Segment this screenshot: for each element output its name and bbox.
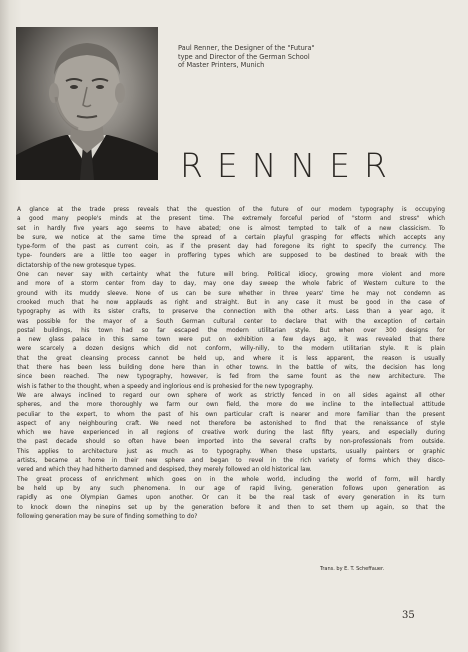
- body-line: peculiar to the expert, to whom the past of his own particular craft is nearer and more familiar than the present: [17, 411, 445, 418]
- body-line: postal buildings, his town had so far escaped the modern utilitarian style. But when over 300 designs for: [17, 327, 445, 334]
- caption-line: of Master Printers, Munich: [178, 61, 265, 70]
- body-line: and more of a storm center from day to day, may one day sweep the whole fabric of Western culture to the: [17, 281, 445, 288]
- body-line: since been reached. The new typography, however, is fed from the same fount as the new architecture. The: [17, 374, 445, 381]
- portrait-illustration: [16, 27, 158, 180]
- body-line: A glance at the trade press reveals that the question of the future of our modern typography is occupying: [17, 207, 445, 213]
- body-line: typography as with its sister crafts, to preserve the connection with the other arts. Less than a year ago, it: [17, 309, 445, 316]
- caption-line: Paul Renner, the Designer of the "Futura": [178, 44, 315, 52]
- article-body: [17, 206, 445, 522]
- translator-credit: Trans. by E. T. Scheffauer.: [320, 566, 385, 572]
- body-line: vered and which they had hitherto damned and despised, they merely followed an old historical law.: [17, 467, 312, 474]
- body-line: dictatorship of the new grotesque types.: [17, 262, 136, 269]
- body-line: We are always inclined to regard our own sphere of work as strictly fenced in on all sides against all other: [17, 392, 445, 399]
- article-title: RENNER: [180, 146, 401, 185]
- body-line: that the great cleansing process cannot be held up, and where it is less apparent, the reason is usually: [17, 355, 445, 362]
- body-line: was possible for the mayor of a South German cultural center to declare that with the exception of certain: [17, 318, 445, 325]
- body-line: spheres, and the more thoroughly we farm our own field, the more do we incline to the intellectual attitude: [17, 402, 445, 409]
- body-line: type- founders are a little too eager in proffering types which are supposed to be destined to break with the: [17, 253, 445, 260]
- body-line: rapidly as one Olympian Games upon another. Or can it be the real task of every generation in its turn: [17, 495, 445, 502]
- portrait-caption: [178, 44, 348, 70]
- body-line: crooked much that he now applauds as right and straight. But in any case it must be good in the case of: [17, 299, 445, 306]
- body-line: which we have experienced in all regions of creative work during the last fifty years, and especially during: [17, 430, 445, 437]
- body-line: be held up by any such phenomena. In our age of rapid living, generation follows upon generation as: [17, 485, 445, 492]
- body-line: ground with its muddy sleeve. None of us can be sure whether in three years' time he may not condemn as: [17, 290, 445, 297]
- body-line: that there has been less building done here than in other towns. In the battle of wits, the decision has long: [17, 365, 445, 372]
- body-line: the past decade should so often have been imported into the several crafts by non-professionals from outside.: [17, 439, 445, 446]
- body-line: The great process of enrichment which goes on in the whole world, including the world of form, will hardly: [17, 476, 445, 483]
- body-line: wish is father to the thought, when a speedy and inglorious end is prohesied for the new typography.: [17, 383, 314, 390]
- body-line: type-form of the past as current coin, as if the present day had foregone its right to specify the currency. The: [17, 244, 445, 251]
- body-line: This applies to architecture just as much as to typography. When these upstarts, usually painters or graphic: [17, 448, 445, 455]
- body-line: One can never say with certainty what the future will bring. Political idiocy, growing more violent and more: [17, 272, 445, 279]
- portrait-photo: [16, 27, 158, 180]
- body-line: set in hardly five years ago seems to have abated; one is almost tempted to talk of a new classicism. To: [17, 225, 445, 232]
- caption-line: type and Director of the German School: [178, 52, 310, 61]
- body-line: a good many people's minds at the present time. The extremely forceful period of "storm and stress" which: [17, 216, 445, 223]
- body-line: were scarcely a dozen designs which did not conform, willy-nilly, to the modern utilitarian style. It is plain: [17, 346, 445, 353]
- page-number: 35: [402, 610, 415, 621]
- body-line: following generation may be sure of finding something to do?: [17, 513, 198, 520]
- body-line: aspect of any neighbouring craft. We need not therefore be astonished to find that the renaissance of style: [17, 420, 445, 427]
- body-line: a new glass palace in this same town were put on exhibition a few days ago, it was revealed that there: [17, 337, 445, 344]
- body-line: be sure, we notice at the same time the spread of a certain playful grasping for effects which accepts any: [17, 234, 445, 241]
- body-line: artists, became at home in their new sphere and began to revel in the rich variety of forms which they disco-: [17, 458, 445, 465]
- body-line: to knock down the ninepins set up by the generation before it and then to set them up again, so that the: [17, 504, 445, 511]
